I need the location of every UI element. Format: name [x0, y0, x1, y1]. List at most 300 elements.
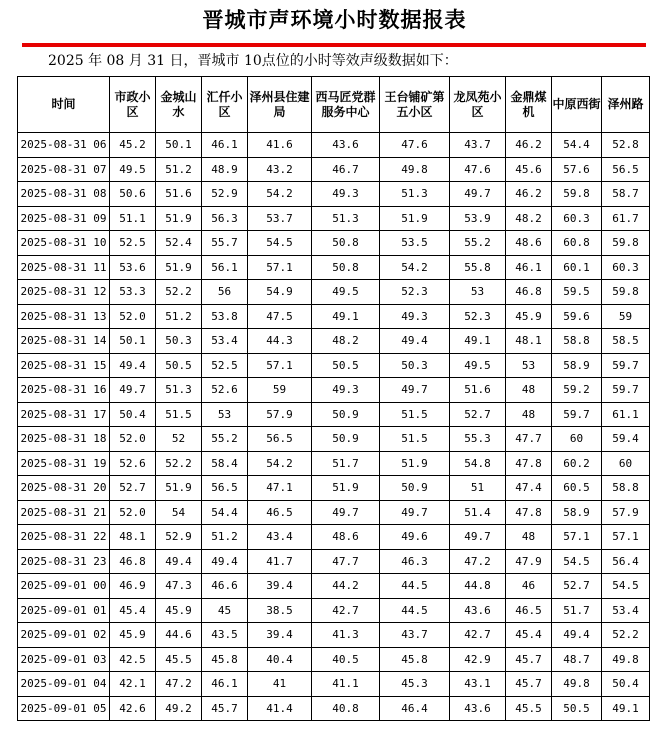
noise-value-cell: 46.1 [506, 255, 552, 280]
time-cell: 2025-09-01 04 [18, 672, 110, 697]
time-cell: 2025-08-31 09 [18, 206, 110, 231]
noise-value-cell: 48.1 [110, 525, 156, 550]
table-row [18, 304, 650, 329]
noise-value-cell: 46.5 [248, 500, 312, 525]
noise-value-cell: 45.7 [506, 647, 552, 672]
noise-value-cell: 54.2 [248, 451, 312, 476]
noise-value-cell: 59.5 [552, 280, 602, 305]
noise-value-cell: 51.5 [380, 402, 450, 427]
noise-value-cell: 51.9 [156, 255, 202, 280]
noise-value-cell: 51.5 [156, 402, 202, 427]
noise-value-cell: 56 [202, 280, 248, 305]
noise-value-cell: 50.9 [312, 402, 380, 427]
noise-value-cell: 54.5 [248, 231, 312, 256]
noise-value-cell: 45.5 [506, 696, 552, 721]
noise-value-cell: 49.5 [110, 157, 156, 182]
noise-value-cell: 49.2 [156, 696, 202, 721]
noise-value-cell: 45.3 [380, 672, 450, 697]
report-subtitle: 2025 年 08 月 31 日，晋城市 10点位的小时等效声级数据如下： [48, 53, 458, 69]
table-header-row [18, 77, 650, 133]
noise-value-cell: 45.9 [506, 304, 552, 329]
noise-value-cell: 58.4 [202, 451, 248, 476]
noise-value-cell: 57.1 [248, 255, 312, 280]
noise-value-cell: 60 [552, 427, 602, 452]
noise-value-cell: 46 [506, 574, 552, 599]
noise-value-cell: 48 [506, 525, 552, 550]
noise-value-cell: 46.1 [202, 133, 248, 158]
table-row [18, 476, 650, 501]
time-cell: 2025-08-31 10 [18, 231, 110, 256]
noise-value-cell: 45.7 [506, 672, 552, 697]
noise-value-cell: 58.7 [602, 182, 650, 207]
noise-value-cell: 47.8 [506, 500, 552, 525]
noise-value-cell: 51.9 [156, 206, 202, 231]
noise-value-cell: 59.7 [602, 353, 650, 378]
noise-value-cell: 49.3 [312, 182, 380, 207]
noise-value-cell: 47.2 [156, 672, 202, 697]
noise-value-cell: 46.8 [506, 280, 552, 305]
table-row [18, 623, 650, 648]
noise-value-cell: 49.4 [156, 549, 202, 574]
time-cell: 2025-08-31 17 [18, 402, 110, 427]
noise-value-cell: 60 [602, 451, 650, 476]
noise-value-cell: 45.8 [202, 647, 248, 672]
time-cell: 2025-08-31 07 [18, 157, 110, 182]
table-row [18, 353, 650, 378]
noise-value-cell: 44.3 [248, 329, 312, 354]
noise-value-cell: 49.5 [450, 353, 506, 378]
table-row [18, 157, 650, 182]
noise-value-cell: 48.1 [506, 329, 552, 354]
noise-value-cell: 55.2 [450, 231, 506, 256]
noise-value-cell: 58.9 [552, 500, 602, 525]
noise-value-cell: 41 [248, 672, 312, 697]
column-header-site: 金鼎煤机 [506, 77, 552, 133]
noise-value-cell: 60.3 [552, 206, 602, 231]
noise-value-cell: 51.9 [156, 476, 202, 501]
noise-value-cell: 48.2 [506, 206, 552, 231]
noise-value-cell: 52 [156, 427, 202, 452]
noise-value-cell: 56.4 [602, 549, 650, 574]
noise-value-cell: 54.2 [248, 182, 312, 207]
noise-value-cell: 54.8 [450, 451, 506, 476]
noise-value-cell: 43.6 [450, 598, 506, 623]
noise-value-cell: 58.8 [552, 329, 602, 354]
noise-value-cell: 52.6 [110, 451, 156, 476]
noise-value-cell: 49.1 [602, 696, 650, 721]
noise-value-cell: 49.7 [380, 378, 450, 403]
noise-value-cell: 57.1 [552, 525, 602, 550]
column-header-site: 王台铺矿第五小区 [380, 77, 450, 133]
noise-value-cell: 59.6 [552, 304, 602, 329]
column-header-site: 中原西街 [552, 77, 602, 133]
noise-value-cell: 54.2 [380, 255, 450, 280]
noise-value-cell: 47.6 [450, 157, 506, 182]
noise-value-cell: 52.5 [202, 353, 248, 378]
noise-value-cell: 49.4 [380, 329, 450, 354]
noise-value-cell: 54.9 [248, 280, 312, 305]
noise-value-cell: 45.2 [110, 133, 156, 158]
time-cell: 2025-08-31 13 [18, 304, 110, 329]
time-cell: 2025-08-31 08 [18, 182, 110, 207]
table-row [18, 378, 650, 403]
noise-value-cell: 43.7 [380, 623, 450, 648]
noise-value-cell: 45.6 [506, 157, 552, 182]
noise-value-cell: 51.2 [156, 157, 202, 182]
noise-value-cell: 53.5 [380, 231, 450, 256]
noise-value-cell: 52.3 [380, 280, 450, 305]
time-cell: 2025-08-31 12 [18, 280, 110, 305]
noise-value-cell: 53.7 [248, 206, 312, 231]
time-cell: 2025-08-31 20 [18, 476, 110, 501]
noise-value-cell: 46.2 [506, 133, 552, 158]
noise-value-cell: 42.6 [110, 696, 156, 721]
noise-value-cell: 51.9 [380, 451, 450, 476]
noise-value-cell: 53 [450, 280, 506, 305]
noise-value-cell: 52.5 [110, 231, 156, 256]
time-cell: 2025-08-31 15 [18, 353, 110, 378]
noise-value-cell: 52.2 [156, 451, 202, 476]
noise-data-table [17, 76, 650, 721]
noise-value-cell: 49.3 [312, 378, 380, 403]
noise-value-cell: 60.8 [552, 231, 602, 256]
noise-value-cell: 56.5 [248, 427, 312, 452]
noise-value-cell: 58.9 [552, 353, 602, 378]
noise-value-cell: 43.6 [312, 133, 380, 158]
noise-value-cell: 50.6 [110, 182, 156, 207]
noise-value-cell: 51.3 [380, 182, 450, 207]
noise-value-cell: 52.7 [450, 402, 506, 427]
noise-value-cell: 53.6 [110, 255, 156, 280]
noise-value-cell: 59.8 [602, 231, 650, 256]
noise-value-cell: 46.7 [312, 157, 380, 182]
table-row [18, 329, 650, 354]
noise-value-cell: 59.7 [602, 378, 650, 403]
column-header-site: 泽州路 [602, 77, 650, 133]
table-row [18, 451, 650, 476]
report-title: 晋城市声环境小时数据报表 [202, 7, 467, 32]
noise-value-cell: 53.8 [202, 304, 248, 329]
noise-value-cell: 43.5 [202, 623, 248, 648]
noise-value-cell: 57.6 [552, 157, 602, 182]
table-row [18, 427, 650, 452]
noise-value-cell: 57.1 [602, 525, 650, 550]
table-row [18, 280, 650, 305]
table-row [18, 231, 650, 256]
noise-value-cell: 42.7 [312, 598, 380, 623]
noise-value-cell: 51.2 [156, 304, 202, 329]
noise-value-cell: 60.5 [552, 476, 602, 501]
noise-value-cell: 52.9 [202, 182, 248, 207]
table-row [18, 574, 650, 599]
noise-value-cell: 52.0 [110, 304, 156, 329]
table-row [18, 525, 650, 550]
noise-value-cell: 60.1 [552, 255, 602, 280]
time-cell: 2025-08-31 18 [18, 427, 110, 452]
column-header-site: 汇仟小区 [202, 77, 248, 133]
noise-value-cell: 40.5 [312, 647, 380, 672]
noise-value-cell: 46.8 [110, 549, 156, 574]
noise-value-cell: 52.2 [156, 280, 202, 305]
noise-value-cell: 51.7 [312, 451, 380, 476]
noise-value-cell: 60.2 [552, 451, 602, 476]
noise-value-cell: 38.5 [248, 598, 312, 623]
time-cell: 2025-09-01 01 [18, 598, 110, 623]
noise-value-cell: 47.9 [506, 549, 552, 574]
column-header-site: 泽州县住建局 [248, 77, 312, 133]
table-body [18, 133, 650, 721]
noise-value-cell: 49.7 [312, 500, 380, 525]
noise-value-cell: 48.2 [312, 329, 380, 354]
column-header-time: 时间 [18, 77, 110, 133]
noise-value-cell: 59.8 [602, 280, 650, 305]
noise-value-cell: 54.5 [552, 549, 602, 574]
noise-value-cell: 53.4 [202, 329, 248, 354]
noise-value-cell: 41.3 [312, 623, 380, 648]
noise-value-cell: 45.9 [110, 623, 156, 648]
column-header-site: 市政小区 [110, 77, 156, 133]
noise-value-cell: 46.2 [506, 182, 552, 207]
noise-value-cell: 56.5 [602, 157, 650, 182]
noise-value-cell: 51.1 [110, 206, 156, 231]
noise-value-cell: 50.3 [156, 329, 202, 354]
noise-value-cell: 49.7 [450, 525, 506, 550]
noise-value-cell: 54.5 [602, 574, 650, 599]
noise-value-cell: 46.9 [110, 574, 156, 599]
noise-value-cell: 50.5 [156, 353, 202, 378]
time-cell: 2025-08-31 22 [18, 525, 110, 550]
noise-value-cell: 41.7 [248, 549, 312, 574]
table-row [18, 598, 650, 623]
time-cell: 2025-09-01 05 [18, 696, 110, 721]
noise-value-cell: 56.5 [202, 476, 248, 501]
table-row [18, 647, 650, 672]
table-row [18, 549, 650, 574]
noise-value-cell: 50.1 [110, 329, 156, 354]
noise-value-cell: 49.4 [110, 353, 156, 378]
noise-value-cell: 55.3 [450, 427, 506, 452]
noise-value-cell: 47.5 [248, 304, 312, 329]
noise-value-cell: 43.1 [450, 672, 506, 697]
noise-value-cell: 51.9 [380, 206, 450, 231]
noise-value-cell: 55.2 [202, 427, 248, 452]
noise-value-cell: 51.5 [380, 427, 450, 452]
noise-value-cell: 49.1 [450, 329, 506, 354]
noise-value-cell: 52.3 [450, 304, 506, 329]
noise-value-cell: 48.7 [552, 647, 602, 672]
noise-value-cell: 39.4 [248, 574, 312, 599]
noise-value-cell: 49.8 [602, 647, 650, 672]
noise-value-cell: 52.0 [110, 500, 156, 525]
noise-value-cell: 45.4 [506, 623, 552, 648]
noise-value-cell: 44.6 [156, 623, 202, 648]
noise-value-cell: 54 [156, 500, 202, 525]
column-header-site: 金城山水 [156, 77, 202, 133]
noise-value-cell: 46.6 [202, 574, 248, 599]
noise-value-cell: 49.1 [312, 304, 380, 329]
noise-value-cell: 47.8 [506, 451, 552, 476]
noise-value-cell: 52.6 [202, 378, 248, 403]
time-cell: 2025-08-31 23 [18, 549, 110, 574]
noise-value-cell: 50.5 [552, 696, 602, 721]
noise-value-cell: 59 [602, 304, 650, 329]
noise-value-cell: 51.7 [552, 598, 602, 623]
noise-value-cell: 44.8 [450, 574, 506, 599]
noise-value-cell: 56.3 [202, 206, 248, 231]
noise-value-cell: 49.4 [552, 623, 602, 648]
noise-value-cell: 59.8 [552, 182, 602, 207]
noise-value-cell: 53 [202, 402, 248, 427]
noise-value-cell: 48.6 [506, 231, 552, 256]
noise-value-cell: 58.8 [602, 476, 650, 501]
noise-value-cell: 57.1 [248, 353, 312, 378]
noise-value-cell: 54.4 [202, 500, 248, 525]
table-row [18, 206, 650, 231]
noise-value-cell: 57.9 [602, 500, 650, 525]
noise-value-cell: 59 [248, 378, 312, 403]
table-row [18, 182, 650, 207]
noise-value-cell: 61.7 [602, 206, 650, 231]
noise-value-cell: 40.4 [248, 647, 312, 672]
noise-value-cell: 52.4 [156, 231, 202, 256]
noise-value-cell: 51 [450, 476, 506, 501]
noise-value-cell: 47.1 [248, 476, 312, 501]
noise-value-cell: 52.8 [602, 133, 650, 158]
noise-value-cell: 51.6 [450, 378, 506, 403]
noise-value-cell: 59.7 [552, 402, 602, 427]
time-cell: 2025-09-01 03 [18, 647, 110, 672]
noise-value-cell: 49.4 [202, 549, 248, 574]
noise-value-cell: 49.5 [312, 280, 380, 305]
red-divider [22, 43, 646, 47]
noise-value-cell: 49.7 [380, 500, 450, 525]
noise-value-cell: 43.7 [450, 133, 506, 158]
noise-value-cell: 46.5 [506, 598, 552, 623]
noise-value-cell: 47.3 [156, 574, 202, 599]
noise-value-cell: 52.7 [110, 476, 156, 501]
time-cell: 2025-08-31 19 [18, 451, 110, 476]
noise-value-cell: 50.4 [602, 672, 650, 697]
time-cell: 2025-08-31 16 [18, 378, 110, 403]
noise-value-cell: 45.5 [156, 647, 202, 672]
noise-value-cell: 55.8 [450, 255, 506, 280]
noise-value-cell: 47.2 [450, 549, 506, 574]
noise-value-cell: 53.4 [602, 598, 650, 623]
noise-value-cell: 50.5 [312, 353, 380, 378]
noise-value-cell: 43.4 [248, 525, 312, 550]
noise-value-cell: 42.9 [450, 647, 506, 672]
table-row [18, 402, 650, 427]
noise-value-cell: 50.9 [380, 476, 450, 501]
noise-value-cell: 49.3 [380, 304, 450, 329]
noise-value-cell: 52.2 [602, 623, 650, 648]
noise-value-cell: 51.4 [450, 500, 506, 525]
noise-value-cell: 44.5 [380, 574, 450, 599]
time-cell: 2025-08-31 06 [18, 133, 110, 158]
noise-value-cell: 50.1 [156, 133, 202, 158]
noise-value-cell: 58.5 [602, 329, 650, 354]
noise-value-cell: 47.7 [312, 549, 380, 574]
noise-value-cell: 43.6 [450, 696, 506, 721]
noise-value-cell: 48 [506, 402, 552, 427]
noise-value-cell: 49.8 [380, 157, 450, 182]
column-header-site: 西马匠党群服务中心 [312, 77, 380, 133]
noise-value-cell: 50.8 [312, 255, 380, 280]
time-cell: 2025-09-01 00 [18, 574, 110, 599]
noise-value-cell: 42.7 [450, 623, 506, 648]
noise-value-cell: 39.4 [248, 623, 312, 648]
noise-value-cell: 53 [506, 353, 552, 378]
noise-value-cell: 44.5 [380, 598, 450, 623]
table-row [18, 500, 650, 525]
noise-value-cell: 40.8 [312, 696, 380, 721]
noise-value-cell: 57.9 [248, 402, 312, 427]
noise-value-cell: 50.8 [312, 231, 380, 256]
table-row [18, 672, 650, 697]
noise-value-cell: 45 [202, 598, 248, 623]
time-cell: 2025-09-01 02 [18, 623, 110, 648]
noise-value-cell: 42.5 [110, 647, 156, 672]
noise-value-cell: 54.4 [552, 133, 602, 158]
noise-value-cell: 42.1 [110, 672, 156, 697]
noise-value-cell: 51.3 [312, 206, 380, 231]
noise-value-cell: 45.4 [110, 598, 156, 623]
noise-value-cell: 46.1 [202, 672, 248, 697]
noise-value-cell: 53.3 [110, 280, 156, 305]
time-cell: 2025-08-31 14 [18, 329, 110, 354]
noise-value-cell: 47.6 [380, 133, 450, 158]
noise-value-cell: 51.3 [156, 378, 202, 403]
noise-value-cell: 50.9 [312, 427, 380, 452]
noise-value-cell: 50.4 [110, 402, 156, 427]
noise-value-cell: 52.7 [552, 574, 602, 599]
noise-value-cell: 51.9 [312, 476, 380, 501]
noise-value-cell: 45.8 [380, 647, 450, 672]
noise-value-cell: 50.3 [380, 353, 450, 378]
noise-value-cell: 56.1 [202, 255, 248, 280]
noise-value-cell: 43.2 [248, 157, 312, 182]
table-row [18, 133, 650, 158]
noise-value-cell: 52.0 [110, 427, 156, 452]
noise-value-cell: 60.3 [602, 255, 650, 280]
noise-value-cell: 53.9 [450, 206, 506, 231]
noise-value-cell: 47.7 [506, 427, 552, 452]
noise-value-cell: 52.9 [156, 525, 202, 550]
noise-value-cell: 49.6 [380, 525, 450, 550]
column-header-site: 龙凤苑小区 [450, 77, 506, 133]
noise-value-cell: 51.6 [156, 182, 202, 207]
noise-value-cell: 49.7 [110, 378, 156, 403]
noise-value-cell: 48.6 [312, 525, 380, 550]
table-row [18, 696, 650, 721]
noise-value-cell: 59.2 [552, 378, 602, 403]
noise-value-cell: 41.1 [312, 672, 380, 697]
noise-value-cell: 48 [506, 378, 552, 403]
noise-value-cell: 59.4 [602, 427, 650, 452]
noise-value-cell: 41.6 [248, 133, 312, 158]
noise-value-cell: 49.7 [450, 182, 506, 207]
noise-value-cell: 44.2 [312, 574, 380, 599]
table-row [18, 255, 650, 280]
noise-value-cell: 51.2 [202, 525, 248, 550]
noise-value-cell: 41.4 [248, 696, 312, 721]
time-cell: 2025-08-31 21 [18, 500, 110, 525]
time-cell: 2025-08-31 11 [18, 255, 110, 280]
noise-value-cell: 45.9 [156, 598, 202, 623]
noise-value-cell: 47.4 [506, 476, 552, 501]
noise-value-cell: 48.9 [202, 157, 248, 182]
noise-value-cell: 45.7 [202, 696, 248, 721]
